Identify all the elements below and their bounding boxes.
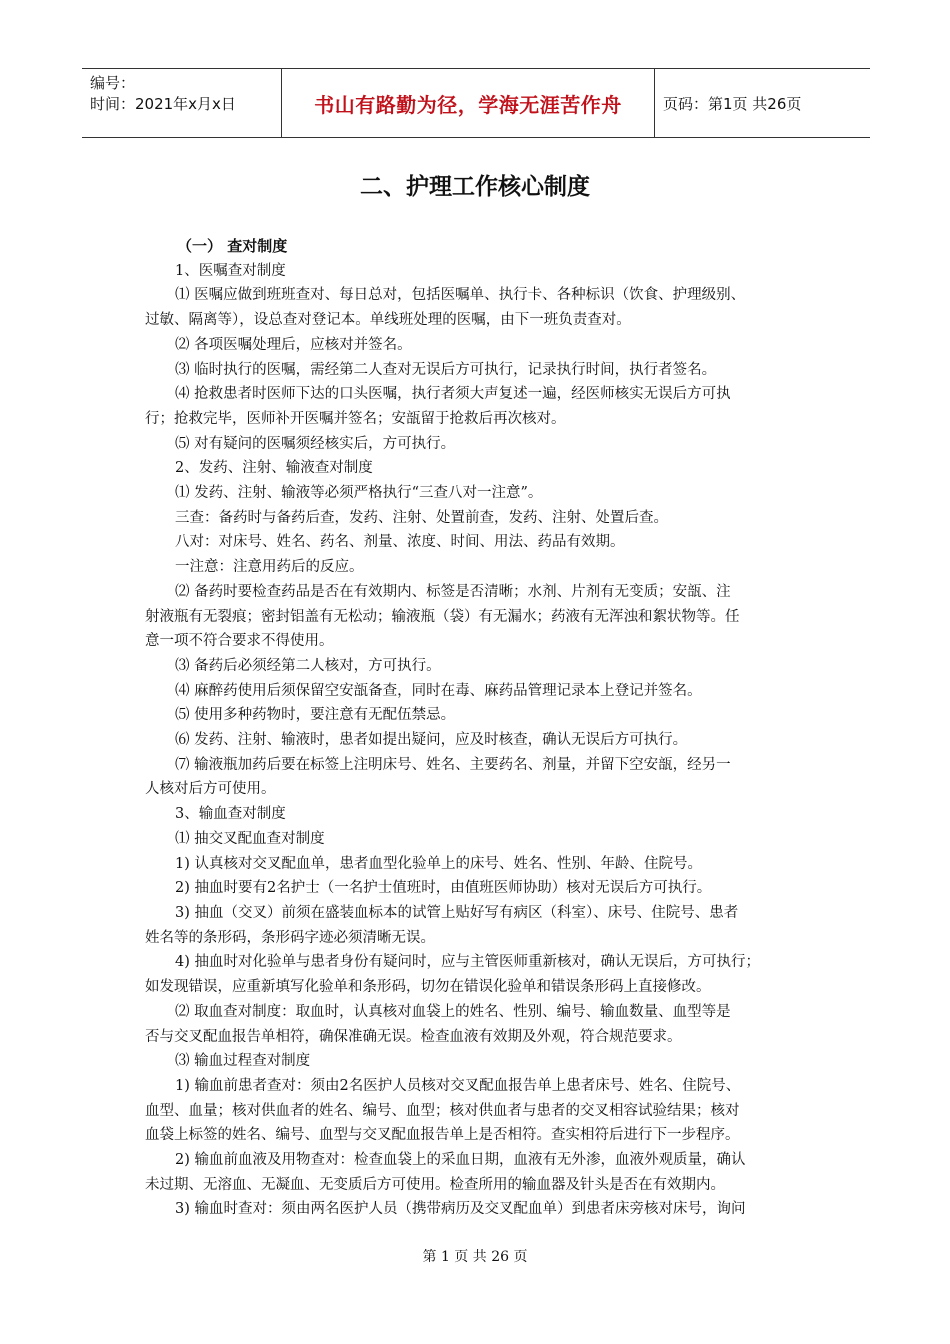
body-line: 一注意：注意用药后的反应。 — [175, 559, 364, 576]
body-line: 1) 输血前患者查对：须由2名医护人员核对交叉配血报告单上患者床号、姓名、住院号、 — [175, 1077, 741, 1094]
body-line: ⑶ 输血过程查对制度 — [175, 1053, 311, 1070]
body-line: ⑶ 临时执行的医嘱，需经第二人查对无误后方可执行，记录执行时间，执行者签名。 — [175, 361, 717, 378]
body-line: ⑷ 抢救患者时医师下达的口头医嘱，执行者须大声复述一遍，经医师核实无误后方可执 — [175, 386, 731, 403]
page-title: 二、护理工作核心制度 — [360, 174, 590, 200]
body-line: 意一项不符合要求不得使用。 — [145, 633, 334, 650]
body-line: ⑴ 发药、注射、输液等必须严格执行“三查八对一注意”。 — [175, 485, 543, 502]
section-heading: （一） 查对制度 — [177, 237, 288, 255]
body-line: 过敏、隔离等），设总查对登记本。单线班处理的医嘱，由下一班负责查对。 — [145, 312, 631, 329]
body-line: ⑶ 备药后必须经第二人核对，方可执行。 — [175, 657, 441, 674]
body-line: ⑸ 使用多种药物时，要注意有无配伍禁忌。 — [175, 707, 456, 724]
body-line: 三查：备药时与备药后查，发药、注射、处置前查，发药、注射、处置后查。 — [175, 509, 668, 526]
document-body — [145, 234, 808, 1222]
body-line: 否与交叉配血报告单相符，确保准确无误。检查血液有效期及外观，符合规范要求。 — [145, 1028, 682, 1045]
body-line: 八对：对床号、姓名、药名、剂量、浓度、时间、用法、药品有效期。 — [175, 534, 625, 551]
body-line: ⑵ 各项医嘱处理后，应核对并签名。 — [175, 336, 412, 353]
body-line: ⑷ 麻醉药使用后须保留空安瓿备查，同时在毒、麻药品管理记录本上登记并签名。 — [175, 682, 702, 699]
body-line: 2) 抽血时要有2名护士（一名护士值班时，由值班医师协助）核对无误后方可执行。 — [175, 880, 712, 897]
body-line: 4) 抽血时对化验单与患者身份有疑问时，应与主管医师重新核对，确认无误后，方可执行； — [175, 954, 760, 971]
body-line: 3、输血查对制度 — [175, 806, 286, 823]
document-header — [82, 68, 870, 138]
body-line: ⑴ 抽交叉配血查对制度 — [175, 830, 325, 847]
body-line: 未过期、无溶血、无凝血、无变质后方可使用。检查所用的输血器及针头是否在有效期内。 — [145, 1176, 725, 1193]
body-line: 2、发药、注射、输液查对制度 — [175, 460, 373, 477]
body-line: 姓名等的条形码，条形码字迹必须清晰无误。 — [145, 929, 435, 946]
time-label: 时间：2021年x月x日 — [90, 95, 236, 113]
body-line: ⑴ 医嘱应做到班班查对、每日总对，包括医嘱单、执行卡、各种标识（饮食、护理级别、 — [175, 287, 746, 304]
body-line: ⑹ 发药、注射、输液时，患者如提出疑问，应及时核查，确认无误后方可执行。 — [175, 732, 688, 749]
body-line: ⑸ 对有疑问的医嘱须经核实后，方可执行。 — [175, 435, 456, 452]
body-line: 1、医嘱查对制度 — [175, 262, 286, 279]
body-line: ⑵ 取血查对制度：取血时，认真核对血袋上的姓名、性别、编号、输血数量、血型等是 — [175, 1003, 731, 1020]
page-footer: 第 1 页 共 26 页 — [422, 1249, 528, 1265]
body-line: 如发现错误，应重新填写化验单和条形码，切勿在错误化验单和错误条形码上直接修改。 — [145, 979, 711, 996]
body-line: 1) 认真核对交叉配血单，患者血型化验单上的床号、姓名、性别、年龄、住院号。 — [175, 855, 702, 872]
body-line: ⑺ 输液瓶加药后要在标签上注明床号、姓名、主要药名、剂量，并留下空安瓿，经另一 — [175, 756, 731, 773]
body-line: 2) 输血前血液及用物查对：检查血袋上的采血日期，血液有无外渗，血液外观质量，确认 — [175, 1152, 746, 1169]
number-label: 编号： — [90, 74, 136, 92]
header-meta — [82, 69, 282, 137]
body-line: 人核对后方可使用。 — [145, 781, 276, 798]
body-line: 3) 输血时查对：须由两名医护人员（携带病历及交叉配血单）到患者床旁核对床号，询问 — [175, 1201, 746, 1218]
header-page-info: 页码：第1页 共26页 — [663, 94, 802, 113]
body-line: 3) 抽血（交叉）前须在盛装血标本的试管上贴好写有病区（科室）、床号、住院号、患者 — [175, 904, 739, 921]
body-line: 血袋上标签的姓名、编号、血型与交叉配血报告单上是否相符。查实相符后进行下一步程序。 — [145, 1127, 740, 1144]
header-motto: 书山有路勤为径，学海无涯苦作舟 — [282, 69, 655, 137]
body-line: ⑵ 备药时要检查药品是否在有效期内、标签是否清晰；水剂、片剂有无变质；安瓿、注 — [175, 583, 731, 600]
body-line: 行；抢救完毕，医师补开医嘱并签名；安瓿留于抢救后再次核对。 — [145, 410, 566, 427]
body-line: 血型、血量；核对供血者的姓名、编号、血型；核对供血者与患者的交叉相容试验结果；核对 — [145, 1102, 740, 1119]
body-line: 射液瓶有无裂痕；密封铝盖有无松动；输液瓶（袋）有无漏水；药液有无浑浊和絮状物等。任 — [145, 608, 740, 625]
